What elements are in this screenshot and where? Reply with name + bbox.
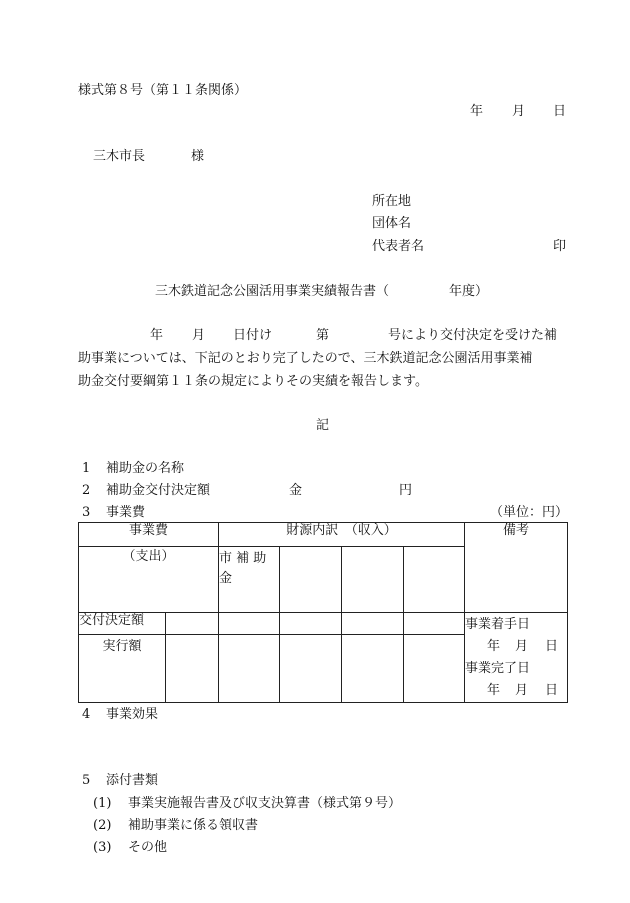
attachment-2-label: 補助事業に係る領収書: [128, 818, 259, 833]
start-day: 日: [545, 639, 559, 654]
cell-jikkou-1: [219, 635, 280, 703]
body-month: 月: [192, 328, 206, 343]
attachment-2-number: (2): [93, 818, 112, 833]
item3-number: 3: [82, 505, 91, 520]
cell-jikkou-2: [280, 635, 342, 703]
cell-jikkou-4: [404, 635, 465, 703]
cell-kofu-total: [166, 613, 219, 635]
item2-number: 2: [82, 483, 91, 498]
header-shi-hojo: 市 補 助 金: [219, 547, 280, 613]
expense-table: [78, 522, 568, 703]
remarks-dates: [465, 613, 568, 703]
item5-number: 5: [82, 773, 91, 788]
attachment-1-label: 事業実施報告書及び収支決算書（様式第９号）: [128, 796, 402, 811]
body-year: 年: [150, 328, 164, 343]
location-label: 所在地: [372, 194, 412, 209]
attachment-3-label: その他: [128, 840, 168, 855]
representative-label: 代表者名: [372, 239, 425, 254]
start-month: 月: [515, 639, 529, 654]
start-date-label: 事業着手日: [465, 617, 531, 632]
item2-en: 円: [399, 483, 413, 498]
body-line1-text: 号により交付決定を受けた補: [388, 328, 558, 343]
item2-kin: 金: [289, 483, 303, 498]
item5-label: 添付書類: [106, 773, 159, 788]
row-jikkou-label: 実行額: [79, 635, 166, 703]
ki-label: 記: [316, 418, 330, 433]
header-funding-2: [280, 547, 342, 613]
attachment-1-number: (1): [93, 796, 112, 811]
date-month-label: 月: [512, 104, 526, 119]
header-jigyouhi: 事業費: [79, 523, 219, 547]
date-year-label: 年: [470, 104, 484, 119]
date-day-label: 日: [553, 104, 567, 119]
end-day: 日: [545, 683, 559, 698]
start-year: 年: [487, 639, 501, 654]
cell-jikkou-3: [342, 635, 404, 703]
organization-label: 団体名: [372, 216, 412, 231]
header-zaigen: 財源内訳 （収入）: [219, 523, 465, 547]
body-line3: 助金交付要綱第１１条の規定によりその実績を報告します。: [78, 374, 428, 389]
addressee-name: 三木市長: [93, 149, 146, 164]
body-line2: 助事業については、下記のとおり完了したので、三木鉄道記念公園活用事業補: [78, 351, 533, 366]
body-day: 日付け: [233, 328, 273, 343]
row-kofu-kettei-label: 交付決定額: [79, 613, 166, 635]
seal-label: 印: [553, 239, 567, 254]
document-title-suffix: 年度）: [449, 284, 489, 299]
end-month: 月: [515, 683, 529, 698]
addressee-honorific: 様: [191, 149, 205, 164]
item1-label: 補助金の名称: [106, 461, 185, 476]
item2-label: 補助金交付決定額: [106, 483, 211, 498]
form-number: 様式第８号（第１１条関係）: [78, 83, 248, 98]
document-title: 三木鉄道記念公園活用事業実績報告書（: [155, 284, 390, 299]
header-funding-3: [342, 547, 404, 613]
end-year: 年: [487, 683, 501, 698]
cell-kofu-4: [404, 613, 465, 635]
cell-kofu-2: [280, 613, 342, 635]
unit-label: （単位：円）: [490, 505, 569, 520]
cell-kofu-3: [342, 613, 404, 635]
header-bikou: 備考: [465, 523, 568, 613]
cell-jikkou-total: [166, 635, 219, 703]
item4-label: 事業効果: [106, 707, 159, 722]
header-shishutsu: （支出）: [79, 547, 219, 613]
end-date-label: 事業完了日: [465, 661, 531, 676]
header-funding-4: [404, 547, 465, 613]
item3-label: 事業費: [106, 505, 146, 520]
body-dai: 第: [316, 328, 330, 343]
attachment-3-number: (3): [93, 840, 112, 855]
item4-number: 4: [82, 707, 91, 722]
item1-number: 1: [82, 461, 91, 476]
cell-kofu-1: [219, 613, 280, 635]
